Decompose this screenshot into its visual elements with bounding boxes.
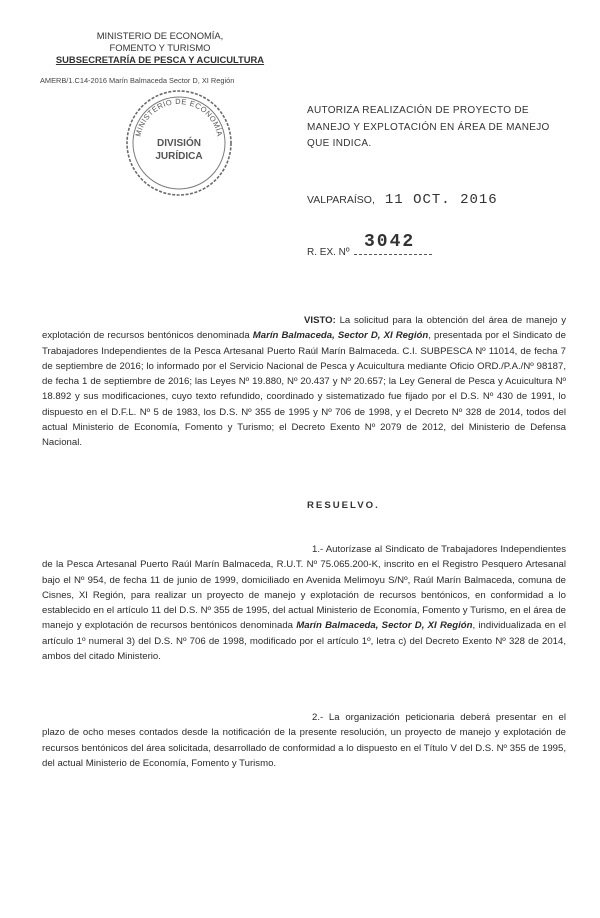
stamp-middle-line-1: DIVISIÓN: [157, 138, 201, 149]
resolution-number: 3042: [364, 232, 416, 252]
division-stamp-icon: [120, 84, 238, 202]
visto-paragraph: [42, 313, 566, 451]
visto-label: VISTO:: [304, 315, 336, 326]
city-name: VALPARAÍSO,: [307, 194, 375, 206]
place-date: [307, 192, 498, 208]
article-1: [42, 542, 566, 664]
number-underline: [354, 254, 432, 255]
ministry-line-1: MINISTERIO DE ECONOMÍA,: [96, 30, 224, 41]
svg-text:MINISTERIO DE ECONOMÍA: [134, 97, 225, 138]
resolution-label: R. EX. Nº: [307, 247, 350, 258]
letterhead: [40, 30, 280, 66]
visto-text-1: La solicitud para la obtención del área de manejo y explotación de recursos bentónicos denominada: [42, 315, 566, 342]
file-reference: AMERB/1.C14-2016 Marín Balmaceda Sector D, XI Región: [40, 76, 235, 85]
resolution-number-line: [307, 232, 432, 258]
area-name: Marín Balmaceda, Sector D, XI Región: [252, 330, 429, 342]
article-1-text-1: 1.- Autorízase al Sindicato de Trabajadores Independientes de la Pesca Artesanal Puerto Raúl Marín Balmaceda, R.U.T. Nº 75.065.200-K, inscrito en el Registro Pesquero Artesanal bajo el Nº 954, de fecha 11 de junio de 1999, domiciliado en Avenida Melimoyu S/Nº, Raúl Marín Balmaceda, comuna de Cisnes, XI Región, para realizar un proyecto de manejo y explotación de recursos bentónicos, en conformidad a lo establecido en el artículo 11 del D.S. Nº 355 de 1995, del actual Ministerio de Economía, Fomento y Turismo, en el área de manejo y explotación de recursos bentónicos denominada: [42, 544, 566, 632]
visto-text-2: , presentada por el Sindicato de Trabajadores Independientes de la Pesca Artesanal Puerto Raúl Marín Balmaceda. C.I. SUBPESCA Nº 11014, de fecha 7 de septiembre de 2016; lo informado por el Servicio Nacional de Pesca y Acuicultura mediante Oficio ORD./P.A./Nº 98187, de fecha 1 de septiembre de 2016; las Leyes Nº 19.880, Nº 20.437 y Nº 20.657; la Ley General de Pesca y Acuicultura Nº 18.892 y sus modificaciones, cuyo texto refundido, coordinado y sistematizado fue fijado por el D.S. Nº 430 de 1991, lo dispuesto en el D.F.L. Nº 5 de 1983, los D.S. Nº 355 de 1995 y Nº 706 de 1998, y el Decreto Nº 328 de 2014, todos del actual Ministerio de Economía, Fomento y Turismo; el Decreto Exento Nº 2079 de 2012, del Ministerio de Defensa Nacional.: [42, 330, 566, 449]
article-2: [42, 710, 566, 771]
stamp-top-text: MINISTERIO DE ECONOMÍA: [133, 96, 225, 138]
undersecretariat-name: SUBSECRETARÍA DE PESCA Y ACUICULTURA: [55, 54, 265, 65]
resuelvo-heading: RESUELVO.: [307, 500, 380, 511]
article-1-text-2: , individualizada en el artículo 1º numeral 3) del D.S. Nº 706 de 1998, modificado por el artículo 1º, letra c) del Decreto Exento Nº 328 de 2014, ambos del citado Ministerio.: [42, 620, 566, 663]
resolution-subject: AUTORIZA REALIZACIÓN DE PROYECTO DE MANEJO Y EXPLOTACIÓN EN ÁREA DE MANEJO QUE INDICA.: [307, 105, 550, 149]
article-1-area-name: Marín Balmaceda, Sector D, XI Región: [296, 620, 473, 632]
stamp-middle-line-2: JURÍDICA: [155, 151, 203, 162]
ministry-line-2: FOMENTO Y TURISMO: [109, 42, 211, 53]
article-2-text: 2.- La organización peticionaria deberá presentar en el plazo de ocho meses contados desde la notificación de la presente resolución, un proyecto de manejo y explotación de recursos bentónicos del área solicitada, desarrollado de conformidad a lo dispuesto en el Título V del D.S. Nº 355 de 1995, del actual Ministerio de Economía, Fomento y Turismo.: [42, 712, 566, 769]
date-stamp: 11 OCT. 2016: [384, 192, 498, 208]
